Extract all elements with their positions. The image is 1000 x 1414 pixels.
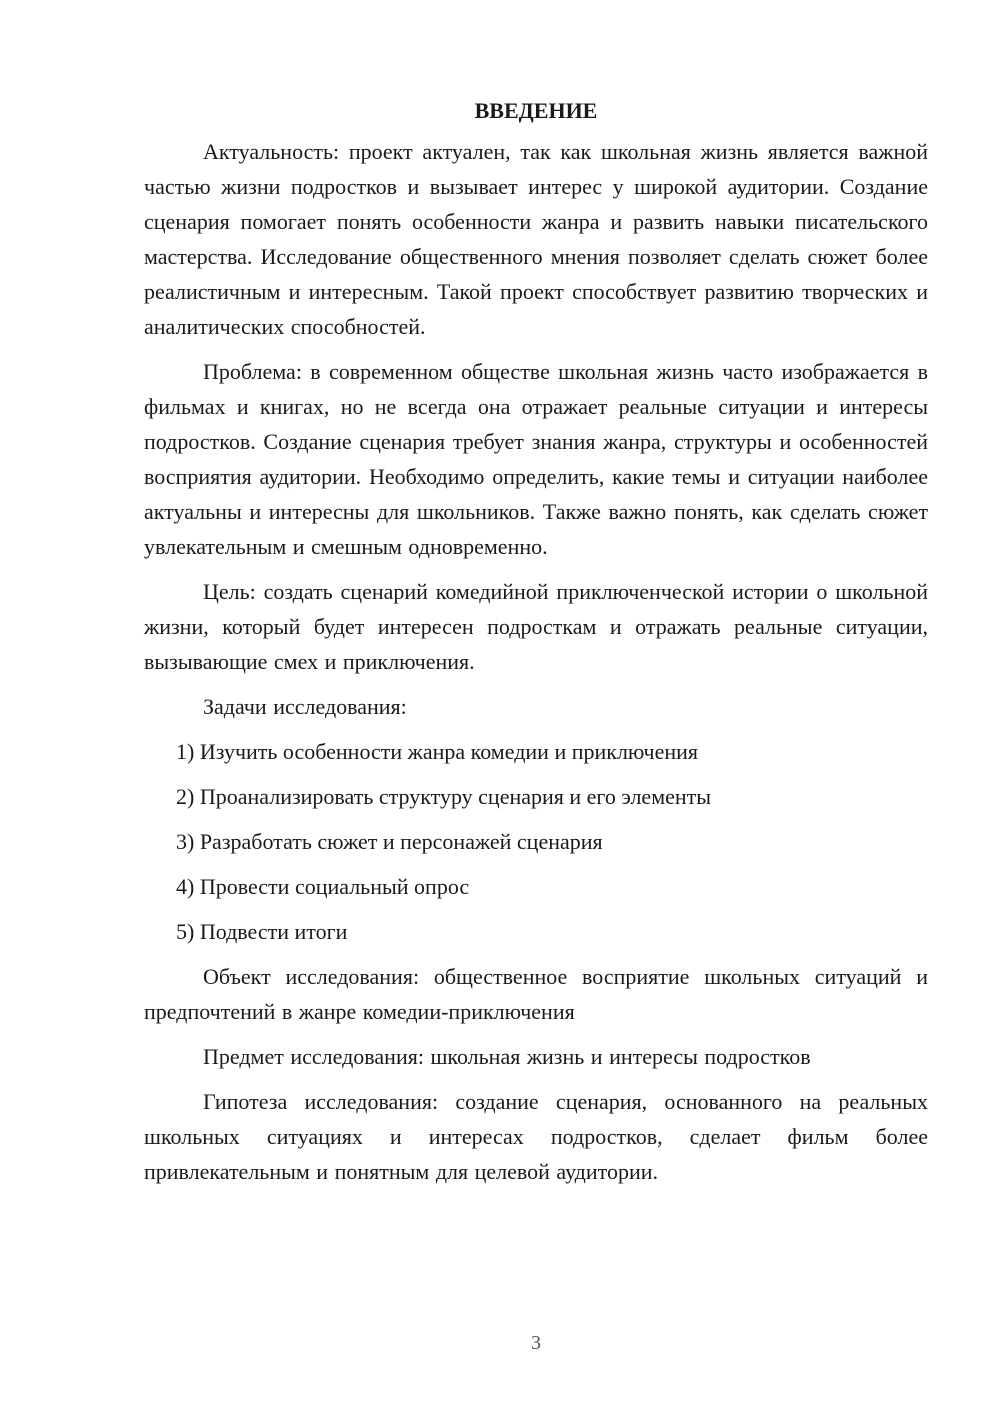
paragraph-problem: Проблема: в современном обществе школьная жизнь часто изображается в фильмах и книгах, но не всегда она отражает реальные ситуации и интересы подростков. Создание сценария требует знания жанра, структуры и особенностей восприятия аудитории. Необходимо определить, какие темы и ситуации наиболее актуальны и интересны для школьников. Также важно понять, как сделать сюжет увлекательным и смешным одновременно.	[144, 359, 928, 559]
paragraph-hypothesis: Гипотеза исследования: создание сценария, основанного на реальных школьных ситуациях и интересах подростков, сделает фильм более привлекательным и понятным для целевой аудитории.	[144, 1089, 928, 1184]
section-title: ВВЕДЕНИЕ	[474, 98, 598, 123]
task-item: 1) Изучить особенности жанра комедии и приключения	[176, 739, 699, 764]
tasks-list	[144, 734, 928, 949]
paragraph-subject: Предмет исследования: школьная жизнь и интересы подростков	[203, 1044, 811, 1069]
paragraph-tasks-heading: Задачи исследования:	[203, 694, 407, 719]
paragraph-goal: Цель: создать сценарий комедийной приключенческой истории о школьной жизни, который будет интересен подросткам и отражать реальные ситуации, вызывающие смех и приключения.	[144, 579, 928, 674]
paragraph-object: Объект исследования: общественное восприятие школьных ситуаций и предпочтений в жанре комедии-приключения	[144, 964, 928, 1024]
task-item: 3) Разработать сюжет и персонажей сценария	[176, 829, 603, 854]
page-number: 3	[531, 1332, 541, 1354]
task-item: 2) Проанализировать структуру сценария и его элементы	[176, 784, 712, 809]
paragraph-relevance: Актуальность: проект актуален, так как школьная жизнь является важной частью жизни подростков и вызывает интерес у широкой аудитории. Создание сценария помогает понять особенности жанра и развить навыки писательского мастерства. Исследование общественного мнения позволяет сделать сюжет более реалистичным и интересным. Такой проект способствует развитию творческих и аналитических способностей.	[144, 139, 928, 339]
task-item: 4) Провести социальный опрос	[176, 874, 470, 899]
page-content	[144, 93, 928, 1199]
task-item: 5) Подвести итоги	[176, 919, 348, 944]
